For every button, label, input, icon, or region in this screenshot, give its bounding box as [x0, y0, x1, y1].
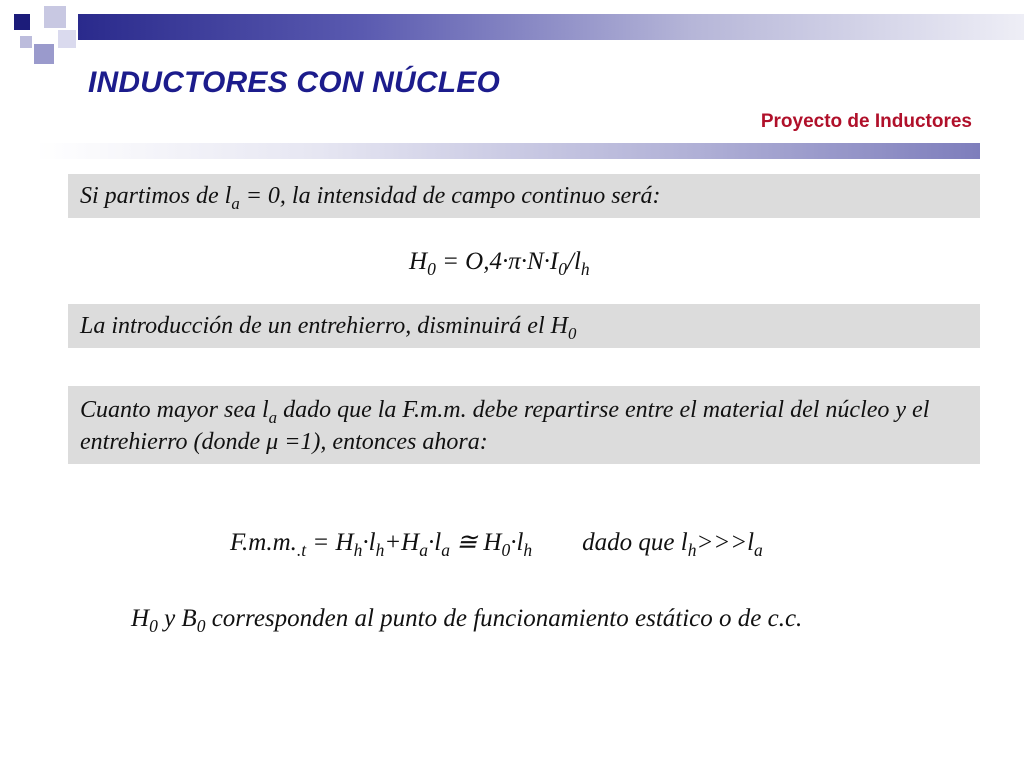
- eq1-mid: = O,4·π·N·I: [435, 248, 559, 275]
- box1-text-post: = 0, la intensidad de campo continuo será:: [239, 183, 661, 209]
- eq2-part-e: ·l: [428, 529, 442, 556]
- eq2-part-h: dado que l: [532, 529, 688, 556]
- eq2-sub-h1: h: [353, 540, 363, 561]
- equation-fmm: [230, 527, 763, 561]
- box3-text-pre: Cuanto mayor sea l: [80, 397, 269, 423]
- eq3-part-a: H: [131, 605, 150, 632]
- eq3-sub1: 0: [149, 616, 158, 637]
- eq2-part-a: F.m.m.: [230, 529, 297, 556]
- eq2-sub-h2: h: [375, 540, 385, 561]
- eq1-slash: /l: [567, 248, 581, 275]
- eq2-sub-a1: a: [419, 540, 428, 561]
- statement-box-2: [68, 304, 980, 348]
- eq3-sub2: 0: [196, 616, 206, 637]
- header-gradient-bar: [78, 14, 1024, 40]
- eq2-sub-h4: h: [687, 540, 697, 561]
- eq2-part-d: +H: [384, 529, 420, 556]
- eq2-part-f: ≅ H: [449, 529, 502, 556]
- equation-h0: [409, 248, 590, 280]
- eq2-part-b: = H: [306, 529, 354, 556]
- corner-square-dark: [14, 14, 30, 30]
- eq2-sub-t: .t: [296, 540, 307, 561]
- eq2-sub-0: 0: [501, 540, 511, 561]
- eq2-part-g: ·l: [510, 529, 524, 556]
- eq2-part-i: >>>l: [696, 529, 755, 556]
- header-divider-bar: [36, 143, 980, 159]
- eq1-sub2: h: [580, 259, 590, 280]
- eq1-sub0: 0: [427, 259, 436, 280]
- slide-subtitle: Proyecto de Inductores: [760, 111, 972, 132]
- equation-operating-point: [131, 605, 803, 637]
- corner-square-light: [44, 6, 66, 28]
- statement-box-3: [68, 386, 980, 464]
- eq2-sub-a2: a: [441, 540, 450, 561]
- corner-square-mid: [34, 44, 54, 64]
- eq2-sub-h3: h: [523, 540, 533, 561]
- box3-text-post: dado que la F.m.m. debe repartirse entre el material del núcleo y el entrehierro (donde μ =1), entonces ahora:: [80, 397, 930, 455]
- box1-sub: a: [231, 193, 240, 213]
- statement-box-1: [68, 174, 980, 218]
- box2-text: La introducción de un entrehierro, disminuirá el H: [80, 313, 568, 339]
- box2-sub: 0: [567, 323, 577, 343]
- eq1-h: H: [409, 248, 428, 275]
- box1-text-pre: Si partimos de l: [80, 183, 232, 209]
- corner-square-small: [20, 36, 32, 48]
- eq2-sub-a3: a: [754, 540, 763, 561]
- eq1-sub1: 0: [558, 259, 568, 280]
- slide-title: INDUCTORES CON NÚCLEO: [88, 66, 500, 99]
- box3-sub: a: [268, 407, 278, 427]
- eq3-part-b: y B: [157, 605, 197, 632]
- eq2-part-c: ·l: [362, 529, 376, 556]
- eq3-part-c: corresponden al punto de funcionamiento estático o de c.c.: [205, 605, 803, 632]
- corner-square-pale: [58, 30, 76, 48]
